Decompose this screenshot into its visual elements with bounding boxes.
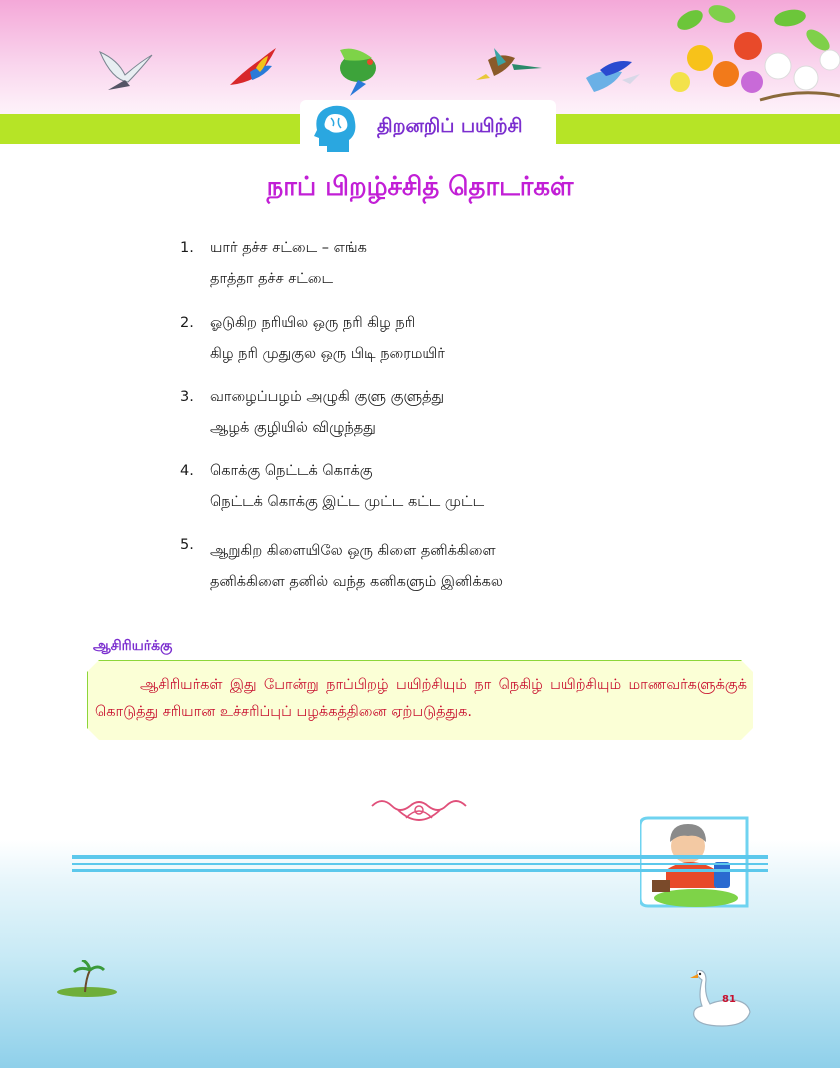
item-line-1: கொக்கு நெட்டக் கொக்கு	[210, 463, 373, 479]
section-title: திறனறிப் பயிற்சி	[377, 115, 523, 137]
bird-roller-icon	[586, 61, 640, 92]
header-band-left	[0, 114, 300, 144]
item-line-1: ஆறுகிற கிளையிலே ஒரு கிளை தனிக்கிளை	[210, 543, 496, 559]
reading-boy-illustration	[640, 812, 755, 912]
top-decoration	[0, 0, 840, 110]
bird-seagull-icon	[100, 52, 152, 90]
teacher-note-text: ஆசிரியர்கள் இது போன்று நாப்பிறழ் பயிற்சியும் நா நெகிழ் பயிற்சியும் மாணவர்களுக்குக் கொடுத்து சரியான உச்சரிப்புப் பழக்கத்தினை ஏற்படுத்துக.	[95, 677, 747, 720]
item-line-1: யார் தச்ச சட்டை – எங்க	[210, 240, 367, 256]
bird-parrot-icon	[340, 49, 376, 96]
item-line-1: வாழைப்பழம் அழுகி குளு குளுத்து	[210, 389, 445, 405]
bird-bee-eater-icon	[476, 48, 542, 80]
divider	[72, 855, 768, 859]
brain-head-icon	[305, 100, 363, 158]
page-number: 81	[722, 994, 736, 1005]
item-number: 2.	[180, 315, 194, 331]
item-line-1: ஓடுகிற நரியில ஒரு நரி கிழ நரி	[210, 315, 416, 331]
item-number: 1.	[180, 240, 194, 256]
divider	[72, 863, 768, 865]
item-line-2: ஆழக் குழியில் விழுந்தது	[210, 420, 376, 436]
ornament-icon	[368, 796, 470, 830]
item-number: 4.	[180, 463, 194, 479]
bird-macaw-icon	[230, 48, 276, 85]
header-band-right	[556, 114, 840, 144]
page-title: நாப் பிறழ்ச்சித் தொடர்கள்	[266, 172, 574, 202]
teacher-note-label: ஆசிரியர்க்கு	[93, 638, 173, 654]
flowers-decoration	[670, 2, 840, 100]
divider	[72, 869, 768, 872]
island-icon	[52, 960, 122, 1000]
item-number: 3.	[180, 389, 194, 405]
item-line-2: தனிக்கிளை தனில் வந்த கனிகளும் இனிக்கல	[210, 574, 503, 590]
item-line-2: கிழ நரி முதுகுல ஒரு பிடி நரைமயிர்	[210, 346, 445, 362]
item-line-2: நெட்டக் கொக்கு இட்ட முட்ட கட்ட முட்ட	[210, 494, 485, 510]
item-line-2: தாத்தா தச்ச சட்டை	[210, 271, 334, 287]
item-number: 5.	[180, 537, 194, 553]
